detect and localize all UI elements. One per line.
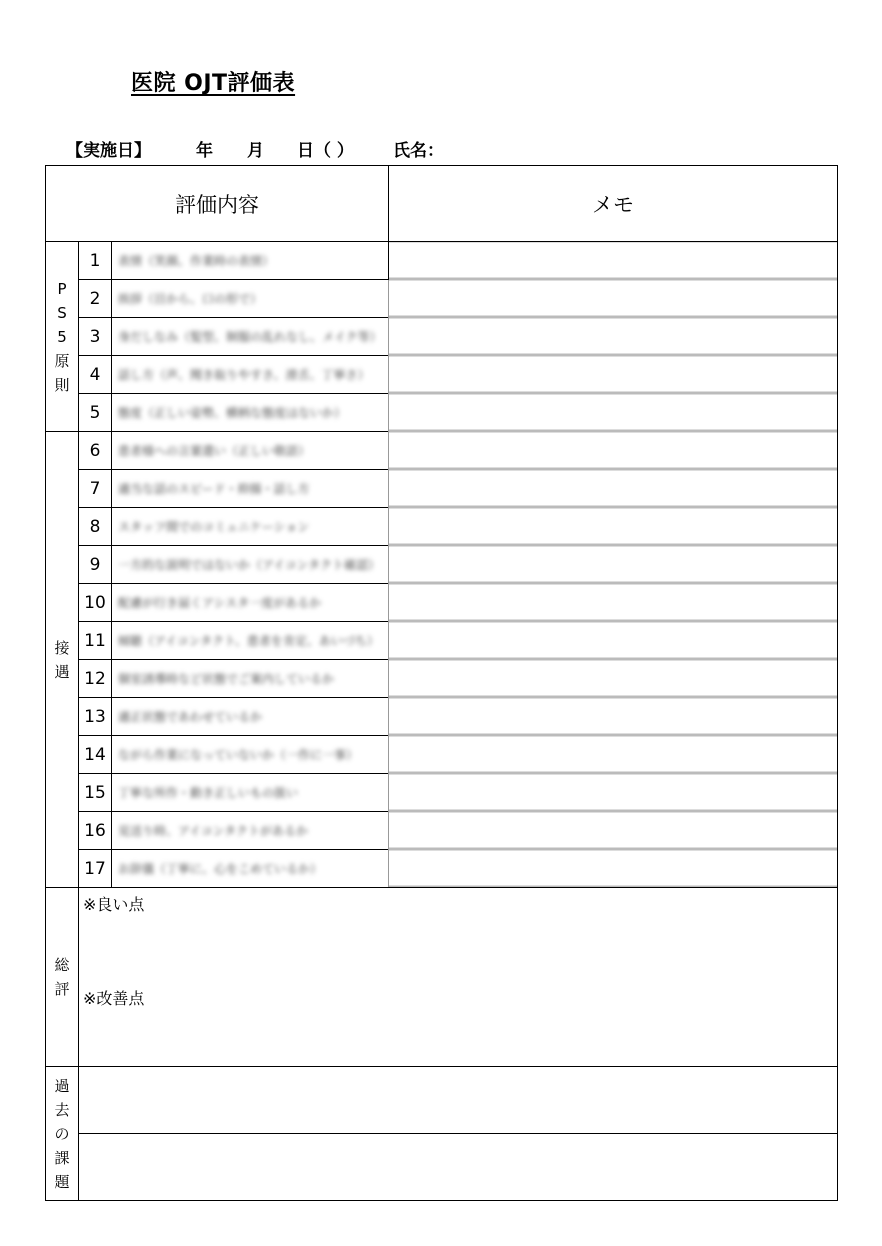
row-number: 6 — [79, 432, 112, 470]
row-number: 8 — [79, 508, 112, 546]
row-number: 4 — [79, 356, 112, 394]
section-label-summary: 総 評 — [46, 888, 79, 1067]
evaluation-item: お辞儀（丁寧に、心をこめているか） — [112, 850, 389, 888]
memo-area[interactable] — [389, 242, 838, 888]
evaluation-item: 適正状態であわせているか — [112, 698, 389, 736]
row-number: 1 — [79, 242, 112, 280]
date-label: 【実施日】 — [66, 141, 151, 161]
row-number: 14 — [79, 736, 112, 774]
row-number: 9 — [79, 546, 112, 584]
good-points-label: ※良い点 — [83, 895, 145, 914]
year-label: 年 — [196, 141, 213, 161]
row-number: 12 — [79, 660, 112, 698]
row-number: 7 — [79, 470, 112, 508]
row-number: 15 — [79, 774, 112, 812]
summary-area[interactable] — [79, 888, 838, 1067]
row-number: 3 — [79, 318, 112, 356]
evaluation-item: 傾聴（アイコンタクト、患者を肯定、あいづち） — [112, 622, 389, 660]
row-number: 16 — [79, 812, 112, 850]
page-title: 医院 OJT評価表 — [131, 71, 296, 96]
evaluation-item: スタッフ間でのコミュニケーション — [112, 508, 389, 546]
evaluation-item: 適当な話のスピード・抑揚・話し方 — [112, 470, 389, 508]
evaluation-item: 見送り時、アイコンタクトがあるか — [112, 812, 389, 850]
column-header-content: 評価内容 — [46, 166, 389, 242]
evaluation-item: 話し方（声、聞き取りやすさ、滑舌、丁寧さ） — [112, 356, 389, 394]
evaluation-item: 丁寧な所作・動き正しいもの扱い — [112, 774, 389, 812]
month-label: 月 — [247, 141, 264, 161]
name-label: 氏名： — [393, 141, 444, 161]
row-number: 2 — [79, 280, 112, 318]
evaluation-item: 表情（笑顔、作業時の表情） — [112, 242, 389, 280]
past-issue-row-1[interactable] — [79, 1067, 838, 1134]
row-number: 13 — [79, 698, 112, 736]
evaluation-item: 患者様への言葉遣い（正しい敬語） — [112, 432, 389, 470]
evaluation-item: 個室誘導時など状態でご案内しているか — [112, 660, 389, 698]
row-number: 17 — [79, 850, 112, 888]
evaluation-item: 一方的な説明ではないか（アイコンタクト確認） — [112, 546, 389, 584]
column-header-memo: メモ — [389, 166, 838, 242]
improvements-label: ※改善点 — [83, 989, 145, 1008]
section-label-ps5: P S 5 原 則 — [46, 242, 79, 432]
evaluation-item: 態度（正しい姿勢、横柄な態度はないか） — [112, 394, 389, 432]
section-label-past-issues: 過 去 の 課 題 — [46, 1067, 79, 1201]
row-number: 11 — [79, 622, 112, 660]
evaluation-item: 挨拶（目から、口の形で） — [112, 280, 389, 318]
evaluation-item: 身だしなみ（髪型、制服の乱れなし、メイク等） — [112, 318, 389, 356]
evaluation-item: ながら作業になっていないか（一作に一事） — [112, 736, 389, 774]
evaluation-table — [45, 165, 838, 1201]
section-label-hospitality: 接 遇 — [46, 432, 79, 888]
day-label: 日（ ） — [297, 141, 354, 161]
row-number: 5 — [79, 394, 112, 432]
row-number: 10 — [79, 584, 112, 622]
evaluation-item: 配慮が行き届くアシスタ一度があるか — [112, 584, 389, 622]
past-issue-row-2[interactable] — [79, 1134, 838, 1201]
